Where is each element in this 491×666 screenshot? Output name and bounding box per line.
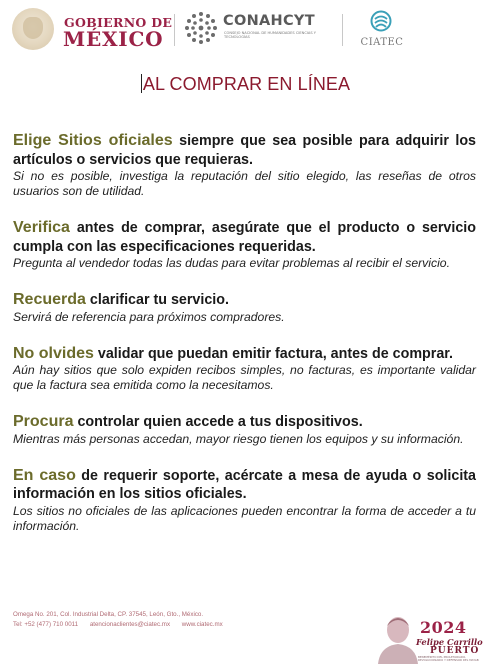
tip-text: controlar quien accede a tus dispositivos. — [73, 414, 363, 430]
page-title — [0, 74, 491, 95]
footer-web[interactable]: www.ciatec.mx — [181, 621, 223, 628]
mexico-seal-icon — [12, 8, 54, 50]
tip-note: Pregunta al vendedor todas las dudas para evitar problemas al recibir el servicio. — [13, 256, 450, 270]
tip-text: antes de comprar, asegúrate que el producto o servicio cumpla con las especificaciones requeridas. — [13, 220, 476, 255]
tip-note: Los sitios no oficiales de las aplicaciones pueden encontrar la forma de acceder a tu información. — [13, 503, 476, 533]
header — [0, 0, 491, 60]
tip-item — [13, 467, 476, 534]
header-divider — [174, 14, 175, 46]
brand-name-line1: Felipe Carrillo — [416, 637, 483, 647]
tip-text: validar que puedan emitir factura, antes de comprar. — [93, 345, 454, 362]
tips-list — [13, 132, 476, 554]
tip-main — [13, 345, 476, 364]
tip-note: Aún hay sitios que solo expiden recibos simples, no facturas, es importante validar que la factura sea emitida como la necesitamos. — [13, 363, 476, 392]
conahcyt-logo — [183, 10, 333, 50]
text-cursor — [141, 74, 142, 93]
tip-main — [13, 219, 476, 256]
tip-note: Si no es posible, investiga la reputación del sitio elegido, las reseñas de otros usuarios son de utilidad. — [13, 169, 476, 198]
footer-contact — [13, 610, 313, 630]
year-brand-logo — [370, 604, 485, 664]
tip-keyword: Recuerda — [13, 291, 86, 308]
tip-keyword: En caso — [13, 466, 76, 484]
tip-keyword: Procura — [13, 413, 74, 430]
tip-item — [13, 219, 476, 271]
tip-main — [13, 467, 476, 504]
tip-note: Servirá de referencia para próximos compradores. — [13, 309, 285, 324]
tip-text: siempre que sea posible para adquirir los artículos o servicios que requieras. — [13, 133, 477, 168]
ciatec-name: CIATEC — [360, 37, 404, 48]
tip-item — [13, 413, 476, 447]
tip-text: de requerir soporte, acércate a mesa de ayuda o solicita información en los sitios oficiales. — [13, 467, 477, 502]
header-divider — [342, 14, 343, 46]
conahcyt-subtitle: CONSEJO NACIONAL DE HUMANIDADES CIENCIAS Y TECNOLOGÍAS — [224, 31, 317, 40]
page-title-text: AL COMPRAR EN LÍNEA — [142, 74, 351, 94]
tip-item — [13, 132, 476, 199]
gobierno-mexico-logo — [12, 8, 172, 50]
brand-name-line2: PUERTO — [430, 646, 480, 656]
conahcyt-name: CONAHCYT — [223, 13, 315, 29]
brand-year: 2024 — [420, 618, 467, 637]
footer-email[interactable]: atencionaclientes@ciatec.mx — [89, 621, 171, 628]
conahcyt-dots-icon — [183, 10, 219, 46]
tip-main — [13, 413, 476, 432]
tip-main — [13, 132, 476, 169]
tip-keyword: Elige Sitios oficiales — [13, 132, 173, 149]
tip-keyword: Verifica — [13, 219, 70, 236]
gobierno-line2: MÉXICO — [63, 27, 164, 51]
footer-address: Omega No. 201, Col. Industrial Delta, CP. 37545, León, Gto., México. — [13, 611, 204, 618]
tip-note: Mientras más personas accedan, mayor riesgo tienen los equipos y su información. — [13, 431, 464, 446]
ciatec-icon — [370, 10, 392, 32]
tip-item — [13, 291, 476, 325]
brand-tagline: BENEMÉRITO DEL PROLETARIADO, REVOLUCIONARIO Y DEFENSOR DEL MAYAB — [418, 655, 479, 663]
footer-phone: Tel: +52 (477) 710 0011 — [13, 621, 79, 628]
footer-contact-row — [13, 620, 313, 630]
gobierno-line1: GOBIERNO DE — [64, 15, 173, 30]
tip-item — [13, 345, 476, 394]
tip-main — [13, 291, 476, 310]
tip-text: clarificar tu servicio. — [85, 292, 229, 308]
ciatec-logo — [352, 8, 412, 48]
tip-keyword: No olvides — [13, 344, 94, 362]
